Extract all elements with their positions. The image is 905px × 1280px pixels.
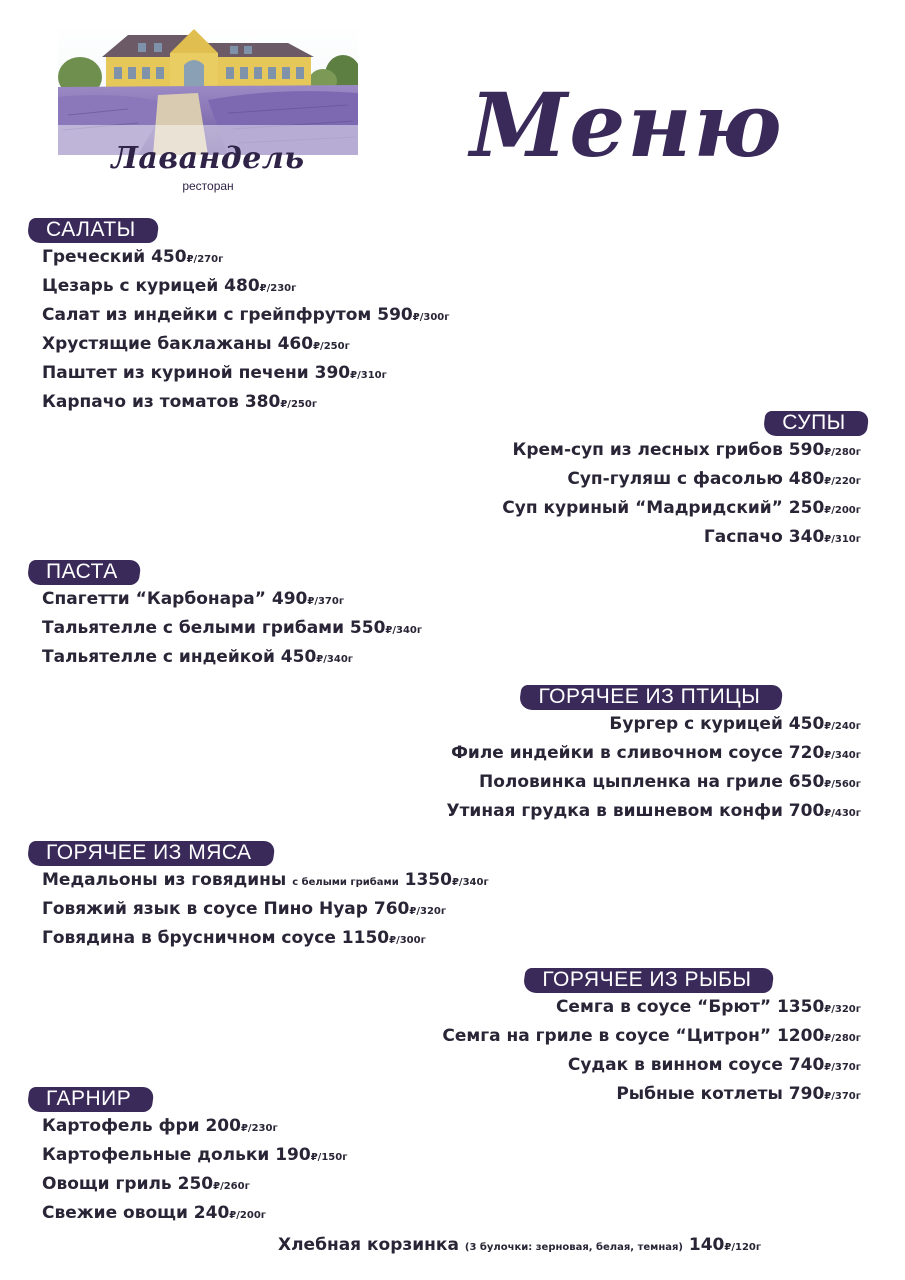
section-soups bbox=[502, 410, 861, 553]
item-price: 450 bbox=[788, 714, 825, 734]
item-note: (3 булочки: зерновая, белая, темная) bbox=[464, 1242, 683, 1253]
item-unit: ₽/250г bbox=[313, 341, 350, 352]
menu-item bbox=[42, 925, 489, 954]
item-unit: ₽/320г bbox=[409, 906, 447, 917]
item-unit: ₽/240г bbox=[824, 721, 861, 732]
item-name: Говяжий язык в соусе Пино Нуар bbox=[42, 899, 368, 919]
menu-item bbox=[42, 867, 489, 896]
menu-item bbox=[42, 615, 422, 644]
house-lavender-illustration bbox=[58, 25, 358, 155]
item-name: Семга на гриле в соусе “Цитрон” bbox=[442, 1026, 772, 1046]
menu-item bbox=[442, 1052, 861, 1081]
item-name: Карпачо из томатов bbox=[42, 392, 239, 412]
section-heading: САЛАТЫ bbox=[36, 217, 146, 243]
item-unit: ₽/220г bbox=[824, 476, 861, 487]
brand-name: Лавандель bbox=[111, 141, 305, 176]
item-price: 380 bbox=[244, 392, 281, 412]
item-name: Половинка цыпленка на гриле bbox=[479, 772, 783, 792]
section-heading: ПАСТА bbox=[36, 559, 128, 585]
menu-item bbox=[42, 586, 422, 615]
item-price: 190 bbox=[275, 1145, 311, 1165]
item-name: Суп-гуляш с фасолью bbox=[567, 469, 783, 489]
menu-item bbox=[42, 331, 449, 360]
menu-item bbox=[42, 244, 449, 273]
item-note: с белыми грибами bbox=[292, 877, 399, 888]
item-unit: ₽/560г bbox=[824, 779, 861, 790]
item-name: Свежие овощи bbox=[42, 1203, 188, 1223]
item-price: 140 bbox=[688, 1235, 725, 1255]
item-price: 790 bbox=[788, 1084, 825, 1104]
menu-item bbox=[502, 524, 861, 553]
item-name: Картофельные дольки bbox=[42, 1145, 270, 1165]
item-unit: ₽/430г bbox=[824, 808, 861, 819]
menu-item bbox=[42, 389, 449, 418]
menu-item bbox=[42, 273, 449, 302]
item-unit: ₽/120г bbox=[724, 1242, 762, 1253]
menu-item bbox=[446, 711, 861, 740]
menu-item bbox=[42, 1171, 347, 1200]
item-name: Говядина в брусничном соусе bbox=[42, 928, 336, 948]
item-unit: ₽/250г bbox=[280, 399, 318, 410]
menu-item bbox=[42, 644, 422, 673]
item-price: 240 bbox=[193, 1203, 230, 1223]
item-unit: ₽/150г bbox=[310, 1152, 348, 1163]
item-name: Спагетти “Карбонара” bbox=[42, 589, 266, 609]
menu-item bbox=[446, 798, 861, 827]
item-price: 250 bbox=[177, 1174, 214, 1194]
menu-item bbox=[42, 1200, 347, 1229]
item-name: Гаспачо bbox=[703, 527, 783, 547]
restaurant-logo bbox=[58, 25, 358, 197]
item-price: 250 bbox=[788, 498, 825, 518]
section-heading: ГОРЯЧЕЕ ИЗ ПТИЦЫ bbox=[528, 684, 770, 710]
menu-item bbox=[42, 1142, 347, 1171]
item-price: 450 bbox=[280, 647, 317, 667]
item-name: Филе индейки в сливочном соусе bbox=[451, 743, 783, 763]
item-price: 1350 bbox=[404, 870, 452, 890]
item-unit: ₽/230г bbox=[240, 1123, 278, 1134]
menu-item bbox=[502, 495, 861, 524]
menu-item bbox=[502, 437, 861, 466]
item-price: 590 bbox=[788, 440, 825, 460]
item-price: 450 bbox=[151, 247, 187, 267]
item-name: Салат из индейки с грейпфрутом bbox=[42, 305, 372, 325]
item-unit: ₽/370г bbox=[307, 596, 345, 607]
item-name: Судак в винном соусе bbox=[567, 1055, 783, 1075]
item-name: Тальятелле с белыми грибами bbox=[42, 618, 344, 638]
item-price: 480 bbox=[788, 469, 825, 489]
item-name: Хлебная корзинка bbox=[278, 1235, 459, 1255]
menu-item bbox=[502, 466, 861, 495]
item-unit: ₽/320г bbox=[824, 1004, 861, 1015]
item-price: 700 bbox=[788, 801, 825, 821]
item-name: Бургер с курицей bbox=[609, 714, 783, 734]
menu-item bbox=[442, 1023, 861, 1052]
menu-item bbox=[442, 994, 861, 1023]
brand-subtitle: ресторан bbox=[182, 179, 234, 193]
item-unit: ₽/370г bbox=[824, 1062, 861, 1073]
section-sides bbox=[42, 1086, 347, 1229]
section-heading: ГАРНИР bbox=[36, 1086, 141, 1112]
menu-item bbox=[42, 302, 449, 331]
item-unit: ₽/300г bbox=[389, 935, 426, 946]
item-name: Семга в соусе “Брют” bbox=[555, 997, 772, 1017]
item-name: Картофель фри bbox=[42, 1116, 200, 1136]
item-unit: ₽/340г bbox=[385, 625, 423, 636]
item-name: Медальоны из говядины bbox=[42, 870, 287, 890]
item-name: Хрустящие баклажаны bbox=[42, 334, 272, 354]
menu-item bbox=[42, 896, 489, 925]
item-unit: ₽/280г bbox=[824, 447, 861, 458]
item-name: Суп куриный “Мадридский” bbox=[502, 498, 783, 518]
item-price: 720 bbox=[788, 743, 825, 763]
item-price: 1200 bbox=[776, 1026, 825, 1046]
section-heading: ГОРЯЧЕЕ ИЗ МЯСА bbox=[36, 840, 262, 866]
menu-item bbox=[442, 1081, 861, 1110]
item-unit: ₽/260г bbox=[213, 1181, 250, 1192]
item-price: 550 bbox=[349, 618, 386, 638]
item-price: 1150 bbox=[341, 928, 390, 948]
item-name: Крем-суп из лесных грибов bbox=[512, 440, 783, 460]
item-price: 490 bbox=[271, 589, 308, 609]
item-price: 590 bbox=[377, 305, 413, 325]
section-pasta bbox=[42, 559, 422, 673]
item-unit: ₽/310г bbox=[350, 370, 387, 381]
section-meat bbox=[42, 840, 489, 954]
item-price: 200 bbox=[205, 1116, 241, 1136]
item-price: 760 bbox=[373, 899, 410, 919]
item-unit: ₽/200г bbox=[229, 1210, 267, 1221]
item-unit: ₽/230г bbox=[259, 283, 297, 294]
item-price: 740 bbox=[788, 1055, 825, 1075]
item-unit: ₽/200г bbox=[824, 505, 861, 516]
item-name: Утиная грудка в вишневом конфи bbox=[446, 801, 783, 821]
item-name: Рыбные котлеты bbox=[616, 1084, 783, 1104]
item-name: Греческий bbox=[42, 247, 146, 267]
item-unit: ₽/370г bbox=[824, 1091, 861, 1102]
menu-item bbox=[42, 360, 449, 389]
item-unit: ₽/310г bbox=[824, 534, 861, 545]
item-name: Цезарь с курицей bbox=[42, 276, 219, 296]
section-fish bbox=[442, 967, 861, 1110]
item-price: 1350 bbox=[776, 997, 825, 1017]
item-unit: ₽/300г bbox=[412, 312, 450, 323]
item-price: 340 bbox=[788, 527, 825, 547]
bread-basket-item bbox=[278, 1232, 761, 1261]
item-price: 460 bbox=[277, 334, 314, 354]
item-name: Овощи гриль bbox=[42, 1174, 172, 1194]
item-price: 390 bbox=[314, 363, 351, 383]
item-price: 650 bbox=[788, 772, 825, 792]
menu-item bbox=[446, 769, 861, 798]
section-heading: ГОРЯЧЕЕ ИЗ РЫБЫ bbox=[532, 967, 761, 993]
section-salads bbox=[42, 217, 449, 418]
section-heading: СУПЫ bbox=[772, 410, 856, 436]
item-unit: ₽/280г bbox=[824, 1033, 861, 1044]
section-poultry bbox=[446, 684, 861, 827]
item-price: 480 bbox=[224, 276, 260, 296]
item-unit: ₽/340г bbox=[316, 654, 354, 665]
item-name: Тальятелле с индейкой bbox=[42, 647, 275, 667]
item-name: Паштет из куриной печени bbox=[42, 363, 309, 383]
item-unit: ₽/340г bbox=[824, 750, 861, 761]
menu-item bbox=[42, 1113, 347, 1142]
menu-item bbox=[446, 740, 861, 769]
item-unit: ₽/270г bbox=[186, 254, 224, 265]
page-title: Меню bbox=[470, 73, 784, 177]
item-unit: ₽/340г bbox=[451, 877, 489, 888]
